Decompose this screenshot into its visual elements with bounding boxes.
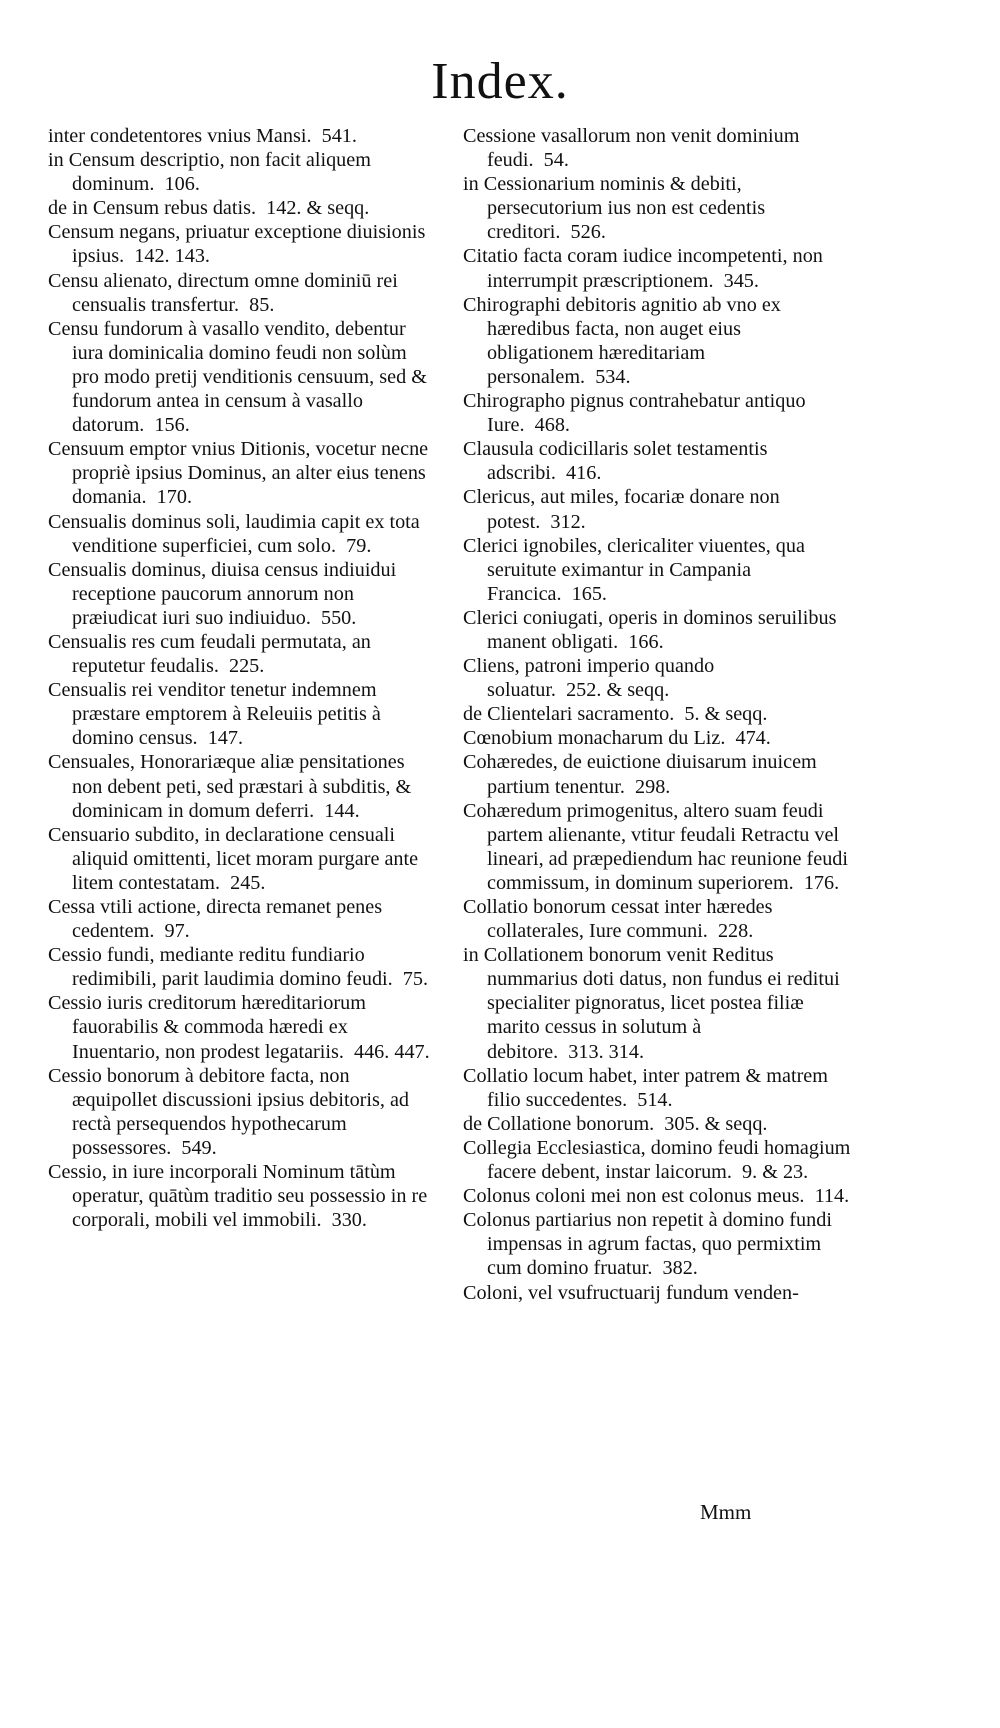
left-index-column <box>48 124 436 1232</box>
entry-text: Clerici coniugati, operis in dominos seruilibus manent obligati. <box>463 606 837 653</box>
index-entry <box>48 943 436 991</box>
entry-text: de Clientelari sacramento. <box>463 703 675 726</box>
entry-text: Cœnobium monacharum du Liz. <box>463 727 726 750</box>
index-entry <box>463 702 851 726</box>
entry-page-ref: 79. <box>346 534 372 557</box>
entry-text: Censualis dominus, diuisa census indiuidui receptione paucorum annorum non præiudicat iuri suo indiuiduo. <box>48 558 397 629</box>
index-entry <box>48 895 436 943</box>
entry-text: Censu alienato, directum omne dominiū rei censualis transfertur. <box>48 269 398 316</box>
entry-text: Cessio bonorum à debitore facta, non æquipollet discussioni ipsius debitoris, ad rectà persequendos hypothecarum possessores. <box>48 1064 410 1159</box>
entry-text: Collegia Ecclesiastica, domino feudi homagium facere debent, instar laicorum. <box>463 1136 851 1184</box>
entry-page-ref: 54. <box>543 149 569 172</box>
index-entry <box>463 1136 851 1184</box>
right-index-column <box>463 124 851 1305</box>
index-entry <box>48 823 436 895</box>
entry-text: Censualis rei venditor tenetur indemnem præstare emptorem à Releuiis petitis à domino census. <box>48 679 381 750</box>
entry-page-ref: 114. <box>814 1185 850 1208</box>
index-entry <box>48 1064 436 1160</box>
entry-page-ref: 228. <box>717 920 754 943</box>
entry-text: Cohæredes, de euictione diuisarum inuicem partium tenentur. <box>463 751 817 798</box>
entry-page-ref: 165. <box>571 582 607 605</box>
entry-text: Censualis dominus soli, laudimia capit ex tota venditione superficiei, cum solo. <box>48 510 420 557</box>
entry-page-ref: 156. <box>154 414 190 437</box>
entry-text: Censualis res cum feudali permutata, an reputetur feudalis. <box>48 630 371 678</box>
index-entry <box>463 654 851 702</box>
entry-page-ref: 468. <box>534 414 570 437</box>
entry-text: de Collatione bonorum. <box>463 1112 655 1135</box>
index-entry <box>463 172 851 244</box>
entry-page-ref: 166. <box>628 630 664 653</box>
entry-text: Clausula codicillaris solet testamentis adscribi. <box>463 438 768 485</box>
entry-page-ref: 549. <box>181 1136 217 1159</box>
entry-text: Clerici ignobiles, clericaliter viuentes, qua seruitute eximantur in Campania Francica. <box>463 534 805 605</box>
signature-mark: Mmm <box>700 1500 752 1524</box>
entry-text: Censuario subdito, in declaratione censuali aliquid omittenti, licet moram purgare ante litem contestatam. <box>48 823 419 894</box>
index-entry <box>463 534 851 606</box>
entry-page-ref: 252. & seqq. <box>566 679 670 702</box>
entry-text: in Cessionarium nominis & debiti, persecutorium ius non est cedentis creditori. <box>463 173 766 244</box>
index-entry <box>48 269 436 317</box>
index-entry <box>463 485 851 533</box>
index-entry <box>463 1064 851 1112</box>
entry-page-ref: 298. <box>635 775 671 798</box>
index-entry <box>463 1281 851 1305</box>
entry-text: Clericus, aut miles, focariæ donare non potest. <box>463 486 780 533</box>
entry-page-ref: 550. <box>320 606 357 629</box>
index-entry <box>463 124 851 172</box>
entry-page-ref: 313. 314. <box>568 1040 644 1063</box>
entry-text: Chirographi debitoris agnitio ab vno ex hæredibus facta, non auget eius obligationem hæreditariam personalem. <box>463 293 781 388</box>
entry-page-ref: 382. <box>662 1257 698 1280</box>
index-entry <box>463 389 851 437</box>
entry-page-ref: 474. <box>735 727 771 750</box>
entry-page-ref: 97. <box>164 920 190 943</box>
entry-text: Colonus coloni mei non est colonus meus. <box>463 1185 805 1208</box>
entry-page-ref: 345. <box>723 269 759 292</box>
entry-text: Cliens, patroni imperio quando soluatur. <box>463 655 715 702</box>
index-entry <box>463 606 851 654</box>
entry-text: Censum negans, priuatur exceptione diuisionis ipsius. <box>48 221 426 268</box>
index-entry <box>463 1112 851 1136</box>
index-entry <box>463 1184 851 1208</box>
entry-text: Censuum emptor vnius Ditionis, vocetur necne propriè ipsius Dominus, an alter eius tenens domania. <box>48 438 429 509</box>
entry-page-ref: 142. & seqq. <box>266 197 370 220</box>
entry-text: Cessio, in iure incorporali Nominum tātùm operatur, quātùm traditio seu possessio in re corporali, mobili vel immobili. <box>48 1161 428 1232</box>
entry-text: Chirographo pignus contrahebatur antiquo Iure. <box>463 390 806 437</box>
index-entry <box>463 895 851 943</box>
index-entry <box>48 1160 436 1232</box>
entry-text: Censu fundorum à vasallo vendito, debentur iura dominicalia domino feudi non solùm pro modo pretij venditionis censuum, sed & fundorum antea in censum à vasallo datorum. <box>48 317 427 437</box>
index-entry <box>463 726 851 750</box>
index-entry <box>463 437 851 485</box>
index-entry <box>48 148 436 196</box>
entry-page-ref: 5. & seqq. <box>684 703 768 726</box>
page-title: Index. <box>431 53 569 110</box>
entry-page-ref: 144. <box>324 799 360 822</box>
index-entry <box>48 630 436 678</box>
entry-page-ref: 330. <box>331 1209 367 1232</box>
index-entry <box>48 558 436 630</box>
entry-text: Colonus partiarius non repetit à domino fundi impensas in agrum factas, quo permixtim cum domino fruatur. <box>463 1209 832 1280</box>
entry-text: Cohæredum primogenitus, altero suam feudi partem alienante, vtitur feudali Retractu vel lineari, ad præpediendum hac reunione feudi commissum, in dominum superiorem. <box>463 799 848 894</box>
index-entry <box>463 799 851 895</box>
entry-text: de in Censum rebus datis. <box>48 197 257 220</box>
entry-text: Cessa vtili actione, directa remanet penes cedentem. <box>48 896 383 943</box>
entry-page-ref: 416. <box>566 462 602 485</box>
entry-text: Cessio fundi, mediante reditu fundiario redimibili, parit laudimia domino feudi. <box>48 944 393 991</box>
index-entry <box>48 678 436 750</box>
index-entry <box>463 244 851 292</box>
entry-page-ref: 106. <box>164 173 200 196</box>
entry-text: Cessione vasallorum non venit dominium feudi. <box>463 125 800 172</box>
index-entry <box>463 943 851 1063</box>
entry-page-ref: 534. <box>595 365 631 388</box>
entry-text: in Collationem bonorum venit Reditus nummarius doti datus, non fundus ei reditui specialiter pignoratus, licet postea filiæ marito cessus in solutum à debitore. <box>463 944 840 1063</box>
entry-page-ref: 85. <box>249 293 275 316</box>
entry-page-ref: 9. & 23. <box>742 1161 809 1184</box>
index-entry <box>48 124 436 148</box>
index-entry <box>48 196 436 220</box>
index-entry <box>48 317 436 437</box>
entry-page-ref: 526. <box>570 221 606 244</box>
entry-page-ref: 514. <box>637 1088 673 1111</box>
entry-page-ref: 225. <box>228 655 265 678</box>
entry-text: Censuales, Honorariæque aliæ pensitationes non debent peti, sed præstari à subditis, & dominicam in domum deferri. <box>48 751 412 822</box>
entry-page-ref: 541. <box>321 125 357 147</box>
entry-page-ref: 75. <box>402 968 429 991</box>
index-entry <box>463 1208 851 1280</box>
entry-text: in Censum descriptio, non facit aliquem dominum. <box>48 149 371 196</box>
entry-page-ref: 245. <box>230 871 266 894</box>
index-entry <box>463 293 851 389</box>
entry-page-ref: 170. <box>156 486 192 509</box>
entry-page-ref: 147. <box>207 727 244 750</box>
entry-page-ref: 142. 143. <box>134 245 210 268</box>
entry-text: Coloni, vel vsufructuarij fundum venden- <box>463 1281 799 1304</box>
entry-page-ref: 446. 447. <box>353 1040 430 1063</box>
index-entry <box>48 510 436 558</box>
index-entry <box>48 437 436 509</box>
entry-text: Collatio bonorum cessat inter hæredes collaterales, Iure communi. <box>463 896 773 943</box>
entry-page-ref: 305. & seqq. <box>664 1112 768 1135</box>
entry-text: Collatio locum habet, inter patrem & matrem filio succedentes. <box>463 1064 828 1111</box>
entry-text: Cessio iuris creditorum hæreditariorum fauorabilis & commoda hæredi ex Inuentario, non prodest legatariis. <box>48 992 366 1063</box>
index-entry <box>463 750 851 798</box>
index-entry <box>48 991 436 1063</box>
index-entry <box>48 220 436 268</box>
entry-text: inter condetentores vnius Mansi. <box>48 125 312 147</box>
index-entry <box>48 750 436 822</box>
entry-text: Citatio facta coram iudice incompetenti, non interrumpit præscriptionem. <box>463 245 823 292</box>
entry-page-ref: 312. <box>550 510 586 533</box>
entry-page-ref: 176. <box>803 871 840 894</box>
